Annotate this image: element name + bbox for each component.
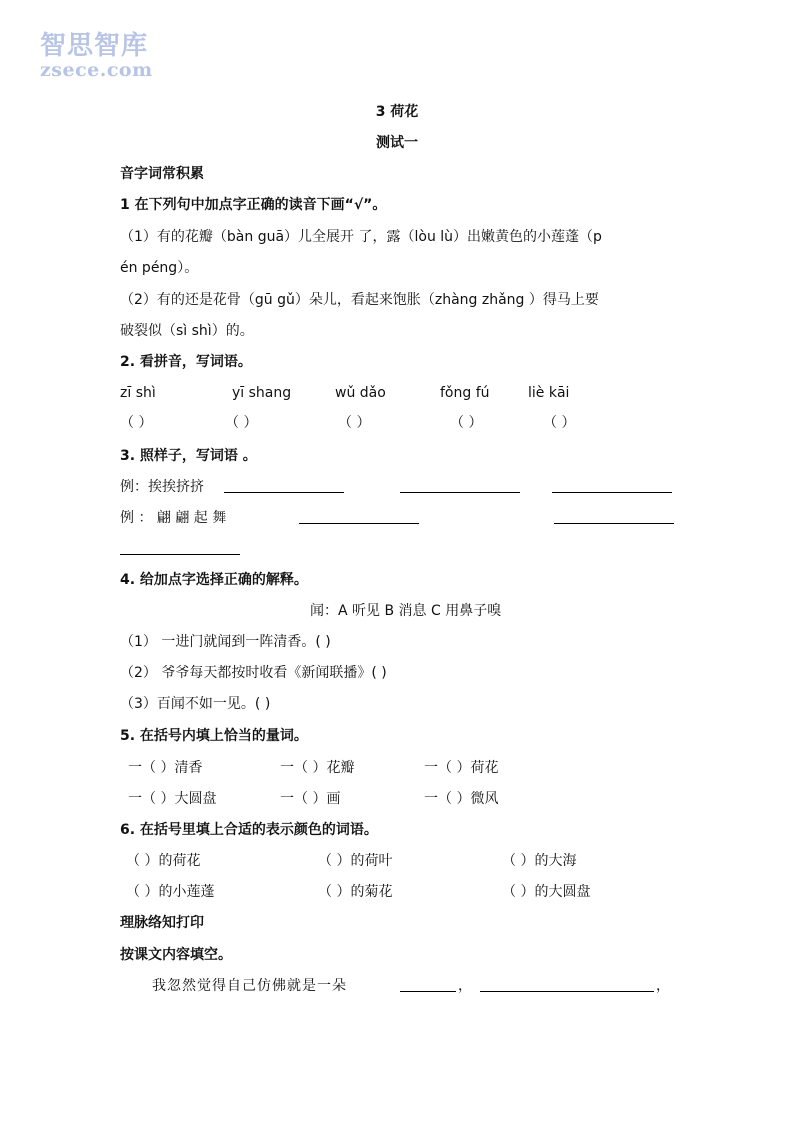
q4-options: 闻：A 听见 B 消息 C 用鼻子嗅 (310, 603, 502, 619)
q4-line-2: （2） 爷爷每天都按时收看《新闻联播》( ) (120, 665, 387, 681)
q3-example-1: 例：挨挨挤挤 (120, 479, 204, 495)
pinyin-5: liè kāi (528, 385, 570, 401)
answer-blank-1[interactable] (224, 478, 344, 493)
section-heading-1: 音字词常积累 (120, 166, 204, 182)
logo-cn: 智思智库 (40, 31, 149, 61)
q5-item[interactable]: 一（ ）花瓣 (280, 760, 355, 776)
answer-blank-2[interactable] (400, 478, 520, 493)
q1-line-2: én péng）。 (120, 260, 199, 276)
q6-item[interactable]: （ ）的大圆盘 (502, 884, 591, 900)
answer-paren-5[interactable]: （ ） (543, 415, 576, 431)
q6-heading: 6. 在括号里填上合适的表示颜色的词语。 (120, 822, 378, 838)
q6-item[interactable]: （ ）的菊花 (318, 884, 393, 900)
answer-paren-3[interactable]: （ ） (338, 415, 371, 431)
q3-example-2: 例 ： 翩 翩 起 舞 (120, 510, 227, 526)
page-title: 3 荷花 (375, 104, 419, 120)
pinyin-3: wǔ dǎo (335, 385, 386, 401)
pinyin-4: fǒng fú (440, 385, 490, 401)
answer-paren-4[interactable]: （ ） (450, 415, 483, 431)
q4-line-3: （3）百闻不如一见。( ) (120, 696, 271, 712)
answer-paren-2[interactable]: （ ） (225, 415, 258, 431)
answer-blank-7[interactable] (400, 977, 456, 992)
logo-en: zsece.com (40, 59, 153, 81)
q5-heading: 5. 在括号内填上恰当的量词。 (120, 728, 308, 744)
logo (40, 32, 170, 80)
q2-heading: 2. 看拼音，写词语。 (120, 354, 252, 370)
section-heading-2: 理脉络知打印 (120, 915, 204, 931)
q1-heading: 1 在下列句中加点字正确的读音下画“√”。 (120, 197, 387, 213)
q7-heading: 按课文内容填空。 (120, 947, 232, 963)
q1-line-1: （1）有的花瓣（bàn guā）儿全展开 了，露（lòu lù）出嫩黄色的小莲蓬（p (120, 229, 602, 245)
q3-heading: 3. 照样子，写词语 。 (120, 448, 257, 464)
q1-line-3: （2）有的还是花骨（gū gǔ）朵儿，看起来饱胀（zhàng zhǎng ）得马上要 (120, 292, 599, 308)
pinyin-1: zī shì (120, 385, 156, 401)
q7-text: 我忽然觉得自己仿佛就是一朵 (152, 978, 347, 994)
q5-item[interactable]: 一（ ）荷花 (424, 760, 499, 776)
answer-blank-6[interactable] (120, 540, 240, 555)
q6-item[interactable]: （ ）的荷花 (126, 853, 201, 869)
answer-paren-1[interactable]: （ ） (120, 415, 153, 431)
answer-blank-3[interactable] (552, 478, 672, 493)
q5-item[interactable]: 一（ ）微风 (424, 791, 499, 807)
q7-comma-1: ， (458, 978, 472, 994)
q5-item[interactable]: 一（ ）清香 (128, 760, 203, 776)
q6-item[interactable]: （ ）的大海 (502, 853, 577, 869)
q1-line-4: 破裂似（sì shì）的。 (120, 323, 254, 339)
q4-heading: 4. 给加点字选择正确的解释。 (120, 572, 308, 588)
page-subtitle: 测试一 (376, 135, 418, 151)
answer-blank-5[interactable] (554, 509, 674, 524)
q5-item[interactable]: 一（ ）画 (280, 791, 341, 807)
pinyin-2: yī shang (232, 385, 292, 401)
q4-line-1: （1） 一进门就闻到一阵清香。( ) (120, 634, 331, 650)
answer-blank-8[interactable] (480, 977, 654, 992)
q6-item[interactable]: （ ）的荷叶 (318, 853, 393, 869)
q6-item[interactable]: （ ）的小莲蓬 (126, 884, 215, 900)
q5-item[interactable]: 一（ ）大圆盘 (128, 791, 217, 807)
answer-blank-4[interactable] (299, 509, 419, 524)
q7-comma-2: ， (656, 978, 670, 994)
